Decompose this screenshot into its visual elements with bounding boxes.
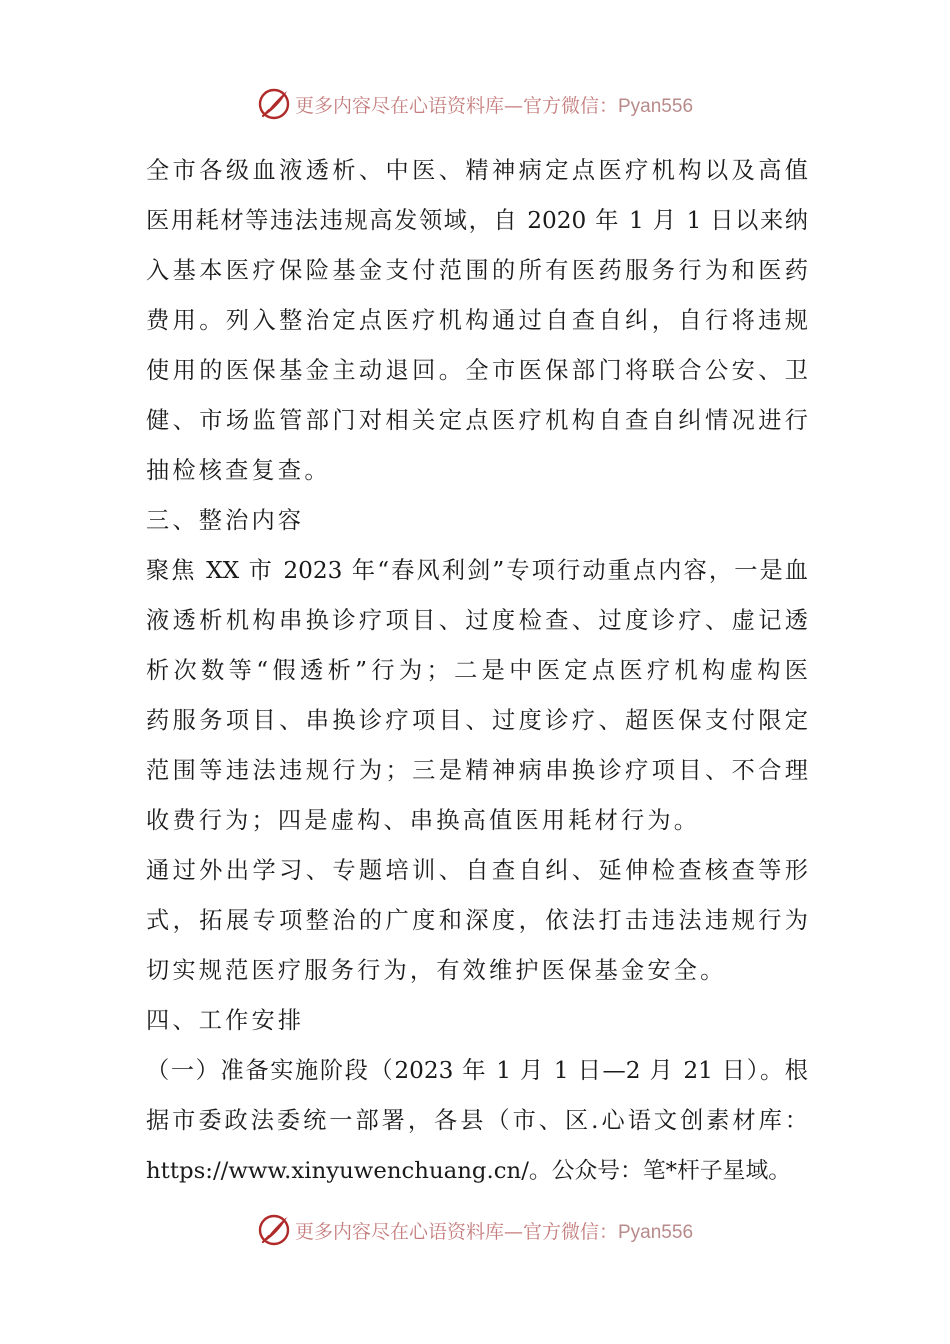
text-line: 收费行为；四是虚构、串换高值医用耗材行为。 — [146, 807, 701, 834]
watermark-label: 更多内容尽在心语资料库—官方微信： — [294, 94, 618, 117]
text-line: 入基本医疗保险基金支付范围的所有医药服务行为和医药 — [146, 257, 808, 284]
quill-logo-icon — [257, 1213, 291, 1247]
text-line: 范围等违法违规行为；三是精神病串换诊疗项目、不合理 — [146, 757, 808, 784]
quill-logo-icon — [257, 87, 291, 121]
header-watermark — [0, 84, 950, 124]
text-line: 药服务项目、串换诊疗项目、过度诊疗、超医保支付限定 — [146, 707, 808, 734]
text-line: https://www.xinyuwenchuang.cn/。公众号：笔*杆子星域。 — [146, 1158, 792, 1184]
text-line: 全市各级血液透析、中医、精神病定点医疗机构以及高值 — [146, 157, 808, 184]
text-line: 据市委政法委统一部署，各县（市、区.心语文创素材库： — [146, 1107, 808, 1134]
text-line: 切实规范医疗服务行为，有效维护医保基金安全。 — [146, 957, 727, 984]
watermark-wechat-id: Pyan556 — [618, 95, 694, 117]
text-line: 抽检核查复查。 — [146, 457, 331, 484]
text-line: 费用。列入整治定点医疗机构通过自查自纠，自行将违规 — [146, 307, 808, 334]
text-line: 三、整治内容 — [146, 507, 305, 534]
text-line: 液透析机构串换诊疗项目、过度检查、过度诊疗、虚记透 — [146, 607, 808, 634]
text-line: （一）准备实施阶段（2023 年 1 月 1 日—2 月 21 日）。根 — [146, 1057, 808, 1084]
text-line: 四、工作安排 — [146, 1007, 305, 1034]
text-line: 健、市场监管部门对相关定点医疗机构自查自纠情况进行 — [146, 407, 808, 434]
footer-watermark — [0, 1210, 950, 1250]
watermark-label: 更多内容尽在心语资料库—官方微信： — [294, 1220, 618, 1243]
watermark-wechat-id: Pyan556 — [618, 1221, 694, 1243]
watermark-text — [295, 91, 693, 118]
document-body — [146, 146, 808, 1196]
text-line: 析次数等“假透析”行为；二是中医定点医疗机构虚构医 — [146, 657, 808, 684]
text-line: 使用的医保基金主动退回。全市医保部门将联合公安、卫 — [146, 357, 808, 384]
text-line: 聚焦 XX 市 2023 年“春风利剑”专项行动重点内容，一是血 — [146, 557, 808, 584]
watermark-text — [295, 1217, 693, 1244]
text-line: 式，拓展专项整治的广度和深度，依法打击违法违规行为 — [146, 907, 808, 934]
text-line: 医用耗材等违法违规高发领域，自 2020 年 1 月 1 日以来纳 — [146, 207, 808, 234]
text-line: 通过外出学习、专题培训、自查自纠、延伸检查核查等形 — [146, 857, 808, 884]
